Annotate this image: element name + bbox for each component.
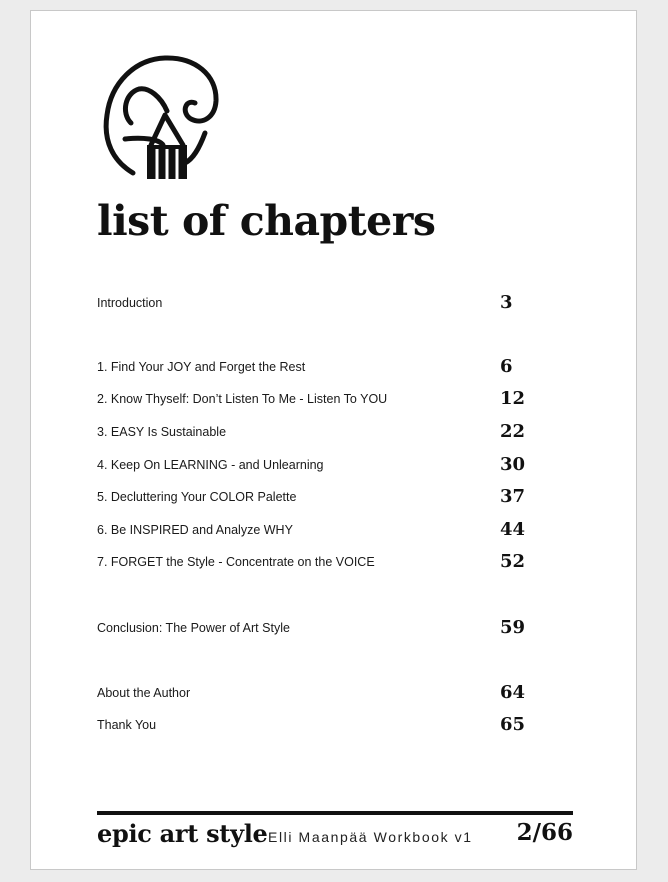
toc-item-label: 6. Be INSPIRED and Analyze WHY — [97, 523, 293, 537]
toc-item-label: About the Author — [97, 686, 191, 700]
toc-item-about-the-author[interactable] — [97, 682, 527, 706]
toc-item-page-number: 64 — [500, 682, 526, 703]
toc-item-label: 4. Keep On LEARNING - and Unlearning — [97, 458, 324, 472]
toc-item-page-number: 3 — [500, 292, 513, 313]
toc-item-chapter-7[interactable] — [97, 551, 527, 575]
toc-item-introduction[interactable] — [97, 292, 527, 316]
footer-brand: epic art style — [97, 819, 268, 848]
skull-pencil-logo-icon — [103, 53, 221, 179]
toc-item-label: Thank You — [97, 718, 157, 732]
document-page — [30, 10, 637, 870]
footer-divider — [97, 811, 573, 815]
toc-item-page-number: 59 — [500, 617, 526, 638]
footer-author: Elli Maanpää Workbook v1 — [268, 829, 473, 845]
toc-item-label: 5. Decluttering Your COLOR Palette — [97, 490, 297, 504]
toc-item-page-number: 22 — [500, 421, 526, 442]
toc-item-chapter-1[interactable] — [97, 356, 527, 380]
toc-item-label: 3. EASY Is Sustainable — [97, 425, 227, 439]
toc-item-chapter-6[interactable] — [97, 519, 527, 543]
toc-item-page-number: 44 — [500, 519, 526, 540]
toc-item-page-number: 52 — [500, 551, 526, 572]
toc-item-chapter-4[interactable] — [97, 454, 527, 478]
page-title: list of chapters — [97, 197, 436, 245]
toc-item-page-number: 30 — [500, 454, 526, 475]
page-indicator: 2/66 — [516, 819, 573, 846]
toc-item-chapter-2[interactable] — [97, 388, 527, 412]
toc-item-chapter-5[interactable] — [97, 486, 527, 510]
toc-item-chapter-3[interactable] — [97, 421, 527, 445]
toc-item-page-number: 37 — [500, 486, 526, 507]
toc-item-page-number: 6 — [500, 356, 513, 377]
toc-item-label: Conclusion: The Power of Art Style — [97, 621, 290, 635]
toc-item-label: 2. Know Thyself: Don’t Listen To Me - Listen To YOU — [97, 392, 388, 406]
toc-item-page-number: 12 — [500, 388, 526, 409]
toc-item-conclusion[interactable] — [97, 617, 527, 641]
toc-item-label: 1. Find Your JOY and Forget the Rest — [97, 360, 306, 374]
toc-item-thank-you[interactable] — [97, 714, 527, 738]
page-footer — [97, 817, 573, 851]
toc-item-label: 7. FORGET the Style - Concentrate on the VOICE — [97, 555, 375, 569]
toc-item-page-number: 65 — [500, 714, 526, 735]
toc-item-label: Introduction — [97, 296, 163, 310]
